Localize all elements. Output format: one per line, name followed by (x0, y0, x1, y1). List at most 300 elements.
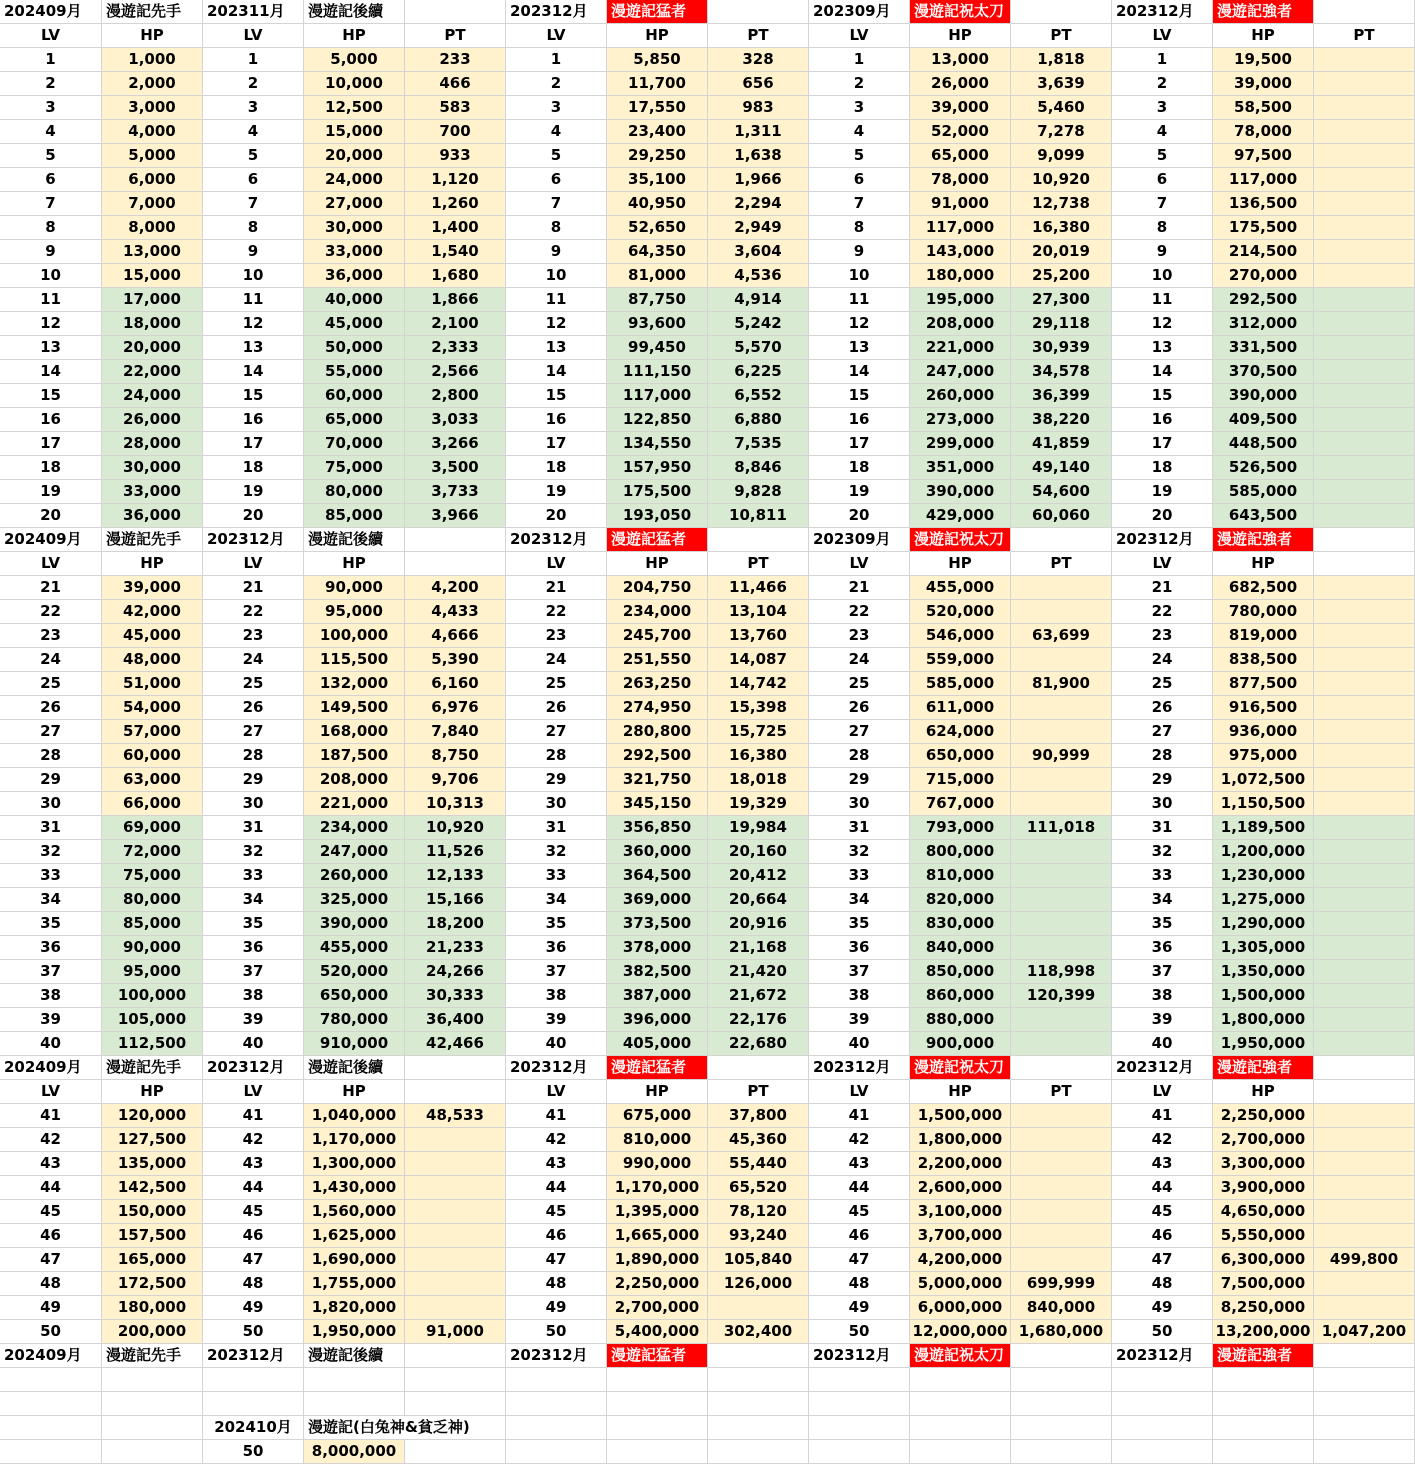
empty-cell[interactable] (304, 1392, 405, 1416)
table-cell-pt-3[interactable]: 4,914 (708, 288, 809, 312)
table-cell-lv-4[interactable]: 1 (809, 48, 910, 72)
table-cell-pt-2[interactable]: 2,566 (405, 360, 506, 384)
column-label-hp-3[interactable]: HP (607, 552, 708, 576)
table-cell-hp-2[interactable]: 187,500 (304, 744, 405, 768)
table-cell-lv-4[interactable]: 24 (809, 648, 910, 672)
table-cell-pt-4[interactable]: 41,859 (1011, 432, 1112, 456)
table-cell-pt-5[interactable] (1314, 1200, 1415, 1224)
table-cell-lv-2[interactable]: 22 (203, 600, 304, 624)
table-cell-hp-3[interactable]: 87,750 (607, 288, 708, 312)
table-cell-hp-1[interactable]: 150,000 (102, 1200, 203, 1224)
empty-cell[interactable] (1213, 1416, 1314, 1440)
table-cell-lv-4[interactable]: 44 (809, 1176, 910, 1200)
table-cell-hp-1[interactable]: 172,500 (102, 1272, 203, 1296)
table-cell-pt-3[interactable]: 1,311 (708, 120, 809, 144)
header-cell-hp-4[interactable]: 漫遊記祝太刀 (910, 528, 1011, 552)
table-cell-lv-4[interactable]: 14 (809, 360, 910, 384)
table-cell-lv-5[interactable]: 40 (1112, 1032, 1213, 1056)
table-cell-pt-5[interactable] (1314, 312, 1415, 336)
table-cell-hp-2[interactable]: 221,000 (304, 792, 405, 816)
table-cell-lv-5[interactable]: 27 (1112, 720, 1213, 744)
table-cell-pt-5[interactable] (1314, 480, 1415, 504)
table-cell-hp-1[interactable]: 157,500 (102, 1224, 203, 1248)
table-cell-hp-4[interactable]: 546,000 (910, 624, 1011, 648)
table-cell-hp-2[interactable]: 149,500 (304, 696, 405, 720)
table-cell-lv-5[interactable]: 28 (1112, 744, 1213, 768)
table-cell-lv-3[interactable]: 11 (506, 288, 607, 312)
table-cell-pt-5[interactable] (1314, 1224, 1415, 1248)
table-cell-hp-3[interactable]: 29,250 (607, 144, 708, 168)
table-cell-lv-4[interactable]: 27 (809, 720, 910, 744)
column-label-lv-4[interactable]: LV (809, 1080, 910, 1104)
table-cell-pt-4[interactable]: 81,900 (1011, 672, 1112, 696)
table-cell-pt-3[interactable]: 1,638 (708, 144, 809, 168)
table-cell-lv-1[interactable]: 49 (0, 1296, 102, 1320)
table-cell-hp-3[interactable]: 5,850 (607, 48, 708, 72)
header-cell-hp-1[interactable]: 漫遊記先手 (102, 528, 203, 552)
table-cell-pt-3[interactable]: 19,329 (708, 792, 809, 816)
table-cell-pt-4[interactable] (1011, 912, 1112, 936)
table-cell-hp-1[interactable]: 165,000 (102, 1248, 203, 1272)
table-cell-hp-2[interactable]: 1,430,000 (304, 1176, 405, 1200)
table-cell-pt-2[interactable]: 7,840 (405, 720, 506, 744)
table-cell-hp-3[interactable]: 378,000 (607, 936, 708, 960)
empty-cell[interactable] (809, 1416, 910, 1440)
table-cell-lv-5[interactable]: 48 (1112, 1272, 1213, 1296)
table-cell-pt-4[interactable]: 1,680,000 (1011, 1320, 1112, 1344)
table-cell-hp-4[interactable]: 2,200,000 (910, 1152, 1011, 1176)
table-cell-lv-4[interactable]: 31 (809, 816, 910, 840)
table-cell-hp-2[interactable]: 12,500 (304, 96, 405, 120)
table-cell-hp-2[interactable]: 85,000 (304, 504, 405, 528)
table-cell-hp-5[interactable]: 916,500 (1213, 696, 1314, 720)
table-cell-hp-3[interactable]: 373,500 (607, 912, 708, 936)
table-cell-hp-5[interactable]: 585,000 (1213, 480, 1314, 504)
empty-cell[interactable] (506, 1392, 607, 1416)
table-cell-pt-4[interactable]: 38,220 (1011, 408, 1112, 432)
header-cell-lv-2[interactable]: 202312月 (203, 528, 304, 552)
table-cell-lv-4[interactable]: 4 (809, 120, 910, 144)
table-cell-lv-2[interactable]: 27 (203, 720, 304, 744)
table-cell-pt-5[interactable] (1314, 504, 1415, 528)
table-cell-pt-4[interactable]: 1,818 (1011, 48, 1112, 72)
table-cell-lv-2[interactable]: 43 (203, 1152, 304, 1176)
table-cell-hp-1[interactable]: 127,500 (102, 1128, 203, 1152)
table-cell-hp-2[interactable]: 325,000 (304, 888, 405, 912)
table-cell-lv-4[interactable]: 7 (809, 192, 910, 216)
header-cell-pt-2[interactable] (405, 0, 506, 24)
table-cell-hp-5[interactable]: 838,500 (1213, 648, 1314, 672)
table-cell-hp-2[interactable]: 1,820,000 (304, 1296, 405, 1320)
table-cell-pt-2[interactable]: 12,133 (405, 864, 506, 888)
column-label-pt-5[interactable] (1314, 1080, 1415, 1104)
header-cell-lv-4[interactable]: 202309月 (809, 528, 910, 552)
table-cell-hp-5[interactable]: 409,500 (1213, 408, 1314, 432)
table-cell-pt-3[interactable]: 21,420 (708, 960, 809, 984)
table-cell-pt-4[interactable] (1011, 888, 1112, 912)
table-cell-hp-5[interactable]: 1,500,000 (1213, 984, 1314, 1008)
table-cell-lv-1[interactable]: 27 (0, 720, 102, 744)
column-label-pt-4[interactable]: PT (1011, 552, 1112, 576)
table-cell-hp-5[interactable]: 643,500 (1213, 504, 1314, 528)
table-cell-lv-3[interactable]: 43 (506, 1152, 607, 1176)
table-cell-pt-4[interactable]: 49,140 (1011, 456, 1112, 480)
empty-cell[interactable] (102, 1392, 203, 1416)
header-cell-lv-4[interactable]: 202309月 (809, 0, 910, 24)
table-cell-hp-1[interactable]: 13,000 (102, 240, 203, 264)
table-cell-hp-3[interactable]: 117,000 (607, 384, 708, 408)
table-cell-pt-5[interactable] (1314, 744, 1415, 768)
table-cell-lv-3[interactable]: 33 (506, 864, 607, 888)
table-cell-lv-2[interactable]: 37 (203, 960, 304, 984)
table-cell-lv-4[interactable]: 46 (809, 1224, 910, 1248)
table-cell-lv-2[interactable]: 34 (203, 888, 304, 912)
table-cell-lv-3[interactable]: 7 (506, 192, 607, 216)
table-cell-lv-3[interactable]: 39 (506, 1008, 607, 1032)
table-cell-hp-2[interactable]: 1,560,000 (304, 1200, 405, 1224)
empty-cell[interactable] (1112, 1368, 1213, 1392)
table-cell-lv-3[interactable]: 32 (506, 840, 607, 864)
table-cell-lv-5[interactable]: 13 (1112, 336, 1213, 360)
table-cell-hp-5[interactable]: 97,500 (1213, 144, 1314, 168)
table-cell-pt-5[interactable] (1314, 288, 1415, 312)
table-cell-lv-3[interactable]: 10 (506, 264, 607, 288)
table-cell-lv-5[interactable]: 4 (1112, 120, 1213, 144)
table-cell-lv-4[interactable]: 32 (809, 840, 910, 864)
table-cell-pt-3[interactable]: 55,440 (708, 1152, 809, 1176)
table-cell-lv-3[interactable]: 14 (506, 360, 607, 384)
table-cell-lv-5[interactable]: 23 (1112, 624, 1213, 648)
column-label-pt-2[interactable] (405, 552, 506, 576)
table-cell-hp-5[interactable]: 5,550,000 (1213, 1224, 1314, 1248)
table-cell-hp-4[interactable]: 4,200,000 (910, 1248, 1011, 1272)
header-cell-lv-1[interactable]: 202409月 (0, 1056, 102, 1080)
table-cell-hp-2[interactable]: 1,950,000 (304, 1320, 405, 1344)
table-cell-hp-4[interactable]: 520,000 (910, 600, 1011, 624)
table-cell-hp-5[interactable]: 331,500 (1213, 336, 1314, 360)
column-label-lv-1[interactable]: LV (0, 1080, 102, 1104)
footer-header-cell-hp-4[interactable]: 漫遊記祝太刀 (910, 1344, 1011, 1368)
table-cell-pt-2[interactable]: 700 (405, 120, 506, 144)
header-cell-lv-2[interactable]: 202312月 (203, 1056, 304, 1080)
table-cell-pt-3[interactable]: 4,536 (708, 264, 809, 288)
column-label-lv-1[interactable]: LV (0, 552, 102, 576)
table-cell-lv-1[interactable]: 41 (0, 1104, 102, 1128)
table-cell-lv-1[interactable]: 34 (0, 888, 102, 912)
table-cell-lv-4[interactable]: 12 (809, 312, 910, 336)
table-cell-lv-1[interactable]: 29 (0, 768, 102, 792)
table-cell-lv-3[interactable]: 28 (506, 744, 607, 768)
header-cell-pt-5[interactable] (1314, 528, 1415, 552)
table-cell-pt-2[interactable] (405, 1248, 506, 1272)
table-cell-lv-5[interactable]: 6 (1112, 168, 1213, 192)
table-cell-hp-4[interactable]: 800,000 (910, 840, 1011, 864)
table-cell-pt-2[interactable]: 466 (405, 72, 506, 96)
column-label-lv-5[interactable]: LV (1112, 552, 1213, 576)
table-cell-pt-3[interactable]: 13,760 (708, 624, 809, 648)
table-cell-lv-3[interactable]: 40 (506, 1032, 607, 1056)
table-cell-hp-4[interactable]: 26,000 (910, 72, 1011, 96)
column-label-lv-4[interactable]: LV (809, 24, 910, 48)
table-cell-lv-5[interactable]: 33 (1112, 864, 1213, 888)
table-cell-lv-3[interactable]: 30 (506, 792, 607, 816)
table-cell-lv-2[interactable]: 9 (203, 240, 304, 264)
table-cell-pt-3[interactable]: 93,240 (708, 1224, 809, 1248)
header-cell-hp-5[interactable]: 漫遊記強者 (1213, 0, 1314, 24)
table-cell-hp-5[interactable]: 1,189,500 (1213, 816, 1314, 840)
table-cell-hp-5[interactable]: 7,500,000 (1213, 1272, 1314, 1296)
table-cell-lv-5[interactable]: 17 (1112, 432, 1213, 456)
table-cell-lv-5[interactable]: 12 (1112, 312, 1213, 336)
table-cell-hp-1[interactable]: 48,000 (102, 648, 203, 672)
table-cell-pt-5[interactable] (1314, 672, 1415, 696)
table-cell-pt-4[interactable]: 34,578 (1011, 360, 1112, 384)
table-cell-pt-3[interactable]: 19,984 (708, 816, 809, 840)
table-cell-hp-2[interactable]: 15,000 (304, 120, 405, 144)
table-cell-lv-1[interactable]: 42 (0, 1128, 102, 1152)
table-cell-hp-4[interactable]: 78,000 (910, 168, 1011, 192)
table-cell-lv-4[interactable]: 45 (809, 1200, 910, 1224)
table-cell-lv-1[interactable]: 45 (0, 1200, 102, 1224)
header-cell-hp-2[interactable]: 漫遊記後續 (304, 0, 405, 24)
table-cell-lv-2[interactable]: 36 (203, 936, 304, 960)
table-cell-hp-1[interactable]: 54,000 (102, 696, 203, 720)
column-label-hp-2[interactable]: HP (304, 552, 405, 576)
table-cell-pt-4[interactable] (1011, 648, 1112, 672)
table-cell-hp-5[interactable]: 19,500 (1213, 48, 1314, 72)
table-cell-hp-2[interactable]: 247,000 (304, 840, 405, 864)
table-cell-hp-1[interactable]: 120,000 (102, 1104, 203, 1128)
table-cell-pt-2[interactable]: 1,120 (405, 168, 506, 192)
table-cell-lv-3[interactable]: 31 (506, 816, 607, 840)
table-cell-lv-2[interactable]: 1 (203, 48, 304, 72)
empty-cell[interactable] (910, 1416, 1011, 1440)
table-cell-lv-2[interactable]: 13 (203, 336, 304, 360)
table-cell-pt-5[interactable] (1314, 192, 1415, 216)
table-cell-lv-4[interactable]: 36 (809, 936, 910, 960)
table-cell-hp-2[interactable]: 650,000 (304, 984, 405, 1008)
table-cell-hp-2[interactable]: 1,170,000 (304, 1128, 405, 1152)
table-cell-hp-2[interactable]: 40,000 (304, 288, 405, 312)
table-cell-pt-5[interactable] (1314, 360, 1415, 384)
table-cell-lv-1[interactable]: 14 (0, 360, 102, 384)
table-cell-hp-4[interactable]: 6,000,000 (910, 1296, 1011, 1320)
column-label-pt-3[interactable]: PT (708, 24, 809, 48)
table-cell-hp-2[interactable]: 27,000 (304, 192, 405, 216)
table-cell-hp-1[interactable]: 142,500 (102, 1176, 203, 1200)
table-cell-lv-5[interactable]: 47 (1112, 1248, 1213, 1272)
table-cell-pt-5[interactable] (1314, 1008, 1415, 1032)
empty-cell[interactable] (304, 1368, 405, 1392)
table-cell-lv-4[interactable]: 26 (809, 696, 910, 720)
table-cell-hp-5[interactable]: 1,200,000 (1213, 840, 1314, 864)
table-cell-hp-1[interactable]: 51,000 (102, 672, 203, 696)
header-cell-hp-1[interactable]: 漫遊記先手 (102, 1056, 203, 1080)
table-cell-lv-1[interactable]: 9 (0, 240, 102, 264)
header-cell-lv-4[interactable]: 202312月 (809, 1056, 910, 1080)
empty-cell[interactable] (102, 1440, 203, 1464)
table-cell-lv-5[interactable]: 18 (1112, 456, 1213, 480)
table-cell-pt-3[interactable]: 6,552 (708, 384, 809, 408)
table-cell-pt-5[interactable] (1314, 624, 1415, 648)
table-cell-pt-3[interactable]: 328 (708, 48, 809, 72)
table-cell-lv-4[interactable]: 6 (809, 168, 910, 192)
table-cell-pt-3[interactable] (708, 1296, 809, 1320)
table-cell-lv-3[interactable]: 18 (506, 456, 607, 480)
table-cell-hp-1[interactable]: 8,000 (102, 216, 203, 240)
table-cell-hp-5[interactable]: 1,290,000 (1213, 912, 1314, 936)
column-label-hp-4[interactable]: HP (910, 552, 1011, 576)
table-cell-lv-5[interactable]: 37 (1112, 960, 1213, 984)
table-cell-lv-5[interactable]: 3 (1112, 96, 1213, 120)
table-cell-lv-2[interactable]: 28 (203, 744, 304, 768)
footer-header-cell-hp-3[interactable]: 漫遊記猛者 (607, 1344, 708, 1368)
table-cell-pt-4[interactable]: 30,939 (1011, 336, 1112, 360)
table-cell-hp-4[interactable]: 820,000 (910, 888, 1011, 912)
table-cell-hp-4[interactable]: 793,000 (910, 816, 1011, 840)
table-cell-lv-4[interactable]: 37 (809, 960, 910, 984)
table-cell-hp-4[interactable]: 850,000 (910, 960, 1011, 984)
table-cell-pt-2[interactable]: 24,266 (405, 960, 506, 984)
column-label-hp-5[interactable]: HP (1213, 552, 1314, 576)
table-cell-hp-4[interactable]: 3,100,000 (910, 1200, 1011, 1224)
table-cell-pt-2[interactable]: 3,033 (405, 408, 506, 432)
table-cell-pt-5[interactable]: 499,800 (1314, 1248, 1415, 1272)
table-cell-pt-5[interactable] (1314, 456, 1415, 480)
table-cell-lv-5[interactable]: 1 (1112, 48, 1213, 72)
table-cell-hp-2[interactable]: 115,500 (304, 648, 405, 672)
table-cell-hp-3[interactable]: 263,250 (607, 672, 708, 696)
table-cell-hp-1[interactable]: 57,000 (102, 720, 203, 744)
table-cell-lv-5[interactable]: 9 (1112, 240, 1213, 264)
empty-cell[interactable] (1213, 1440, 1314, 1464)
table-cell-pt-3[interactable]: 14,087 (708, 648, 809, 672)
footer-header-cell-lv-4[interactable]: 202312月 (809, 1344, 910, 1368)
table-cell-pt-5[interactable] (1314, 576, 1415, 600)
empty-cell[interactable] (1011, 1368, 1112, 1392)
table-cell-pt-2[interactable]: 10,313 (405, 792, 506, 816)
column-label-pt-3[interactable]: PT (708, 552, 809, 576)
table-cell-lv-2[interactable]: 48 (203, 1272, 304, 1296)
table-cell-hp-3[interactable]: 64,350 (607, 240, 708, 264)
table-cell-lv-1[interactable]: 32 (0, 840, 102, 864)
empty-cell[interactable] (607, 1440, 708, 1464)
table-cell-lv-1[interactable]: 26 (0, 696, 102, 720)
table-cell-pt-3[interactable]: 2,294 (708, 192, 809, 216)
table-cell-pt-4[interactable]: 60,060 (1011, 504, 1112, 528)
table-cell-pt-4[interactable]: 3,639 (1011, 72, 1112, 96)
table-cell-pt-4[interactable] (1011, 768, 1112, 792)
table-cell-lv-5[interactable]: 10 (1112, 264, 1213, 288)
table-cell-pt-2[interactable]: 15,166 (405, 888, 506, 912)
footer-header-cell-pt-5[interactable] (1314, 1344, 1415, 1368)
table-cell-pt-5[interactable] (1314, 1032, 1415, 1056)
table-cell-lv-1[interactable]: 10 (0, 264, 102, 288)
table-cell-lv-1[interactable]: 15 (0, 384, 102, 408)
table-cell-lv-3[interactable]: 9 (506, 240, 607, 264)
table-cell-hp-4[interactable]: 830,000 (910, 912, 1011, 936)
table-cell-lv-3[interactable]: 23 (506, 624, 607, 648)
table-cell-hp-1[interactable]: 17,000 (102, 288, 203, 312)
empty-cell[interactable] (102, 1416, 203, 1440)
table-cell-lv-2[interactable]: 30 (203, 792, 304, 816)
empty-cell[interactable] (0, 1440, 102, 1464)
table-cell-hp-1[interactable]: 63,000 (102, 768, 203, 792)
table-cell-lv-2[interactable]: 4 (203, 120, 304, 144)
table-cell-pt-3[interactable]: 11,466 (708, 576, 809, 600)
table-cell-hp-3[interactable]: 5,400,000 (607, 1320, 708, 1344)
table-cell-lv-2[interactable]: 29 (203, 768, 304, 792)
table-cell-lv-4[interactable]: 41 (809, 1104, 910, 1128)
table-cell-lv-4[interactable]: 8 (809, 216, 910, 240)
table-cell-hp-4[interactable]: 12,000,000 (910, 1320, 1011, 1344)
table-cell-pt-3[interactable]: 6,880 (708, 408, 809, 432)
table-cell-hp-2[interactable]: 65,000 (304, 408, 405, 432)
table-cell-hp-2[interactable]: 5,000 (304, 48, 405, 72)
table-cell-lv-5[interactable]: 32 (1112, 840, 1213, 864)
table-cell-lv-1[interactable]: 23 (0, 624, 102, 648)
table-cell-hp-3[interactable]: 292,500 (607, 744, 708, 768)
table-cell-lv-5[interactable]: 20 (1112, 504, 1213, 528)
table-cell-pt-2[interactable] (405, 1224, 506, 1248)
table-cell-lv-3[interactable]: 50 (506, 1320, 607, 1344)
empty-cell[interactable] (506, 1416, 607, 1440)
table-cell-hp-1[interactable]: 2,000 (102, 72, 203, 96)
table-cell-pt-5[interactable] (1314, 1128, 1415, 1152)
table-cell-pt-5[interactable] (1314, 792, 1415, 816)
table-cell-lv-5[interactable]: 19 (1112, 480, 1213, 504)
table-cell-lv-2[interactable]: 2 (203, 72, 304, 96)
table-cell-hp-3[interactable]: 52,650 (607, 216, 708, 240)
table-cell-lv-1[interactable]: 12 (0, 312, 102, 336)
table-cell-pt-4[interactable]: 63,699 (1011, 624, 1112, 648)
table-cell-pt-4[interactable] (1011, 576, 1112, 600)
table-cell-lv-1[interactable]: 2 (0, 72, 102, 96)
table-cell-lv-1[interactable]: 47 (0, 1248, 102, 1272)
table-cell-hp-5[interactable]: 780,000 (1213, 600, 1314, 624)
table-cell-lv-4[interactable]: 48 (809, 1272, 910, 1296)
table-cell-hp-3[interactable]: 2,250,000 (607, 1272, 708, 1296)
table-cell-hp-5[interactable]: 2,250,000 (1213, 1104, 1314, 1128)
table-cell-lv-2[interactable]: 32 (203, 840, 304, 864)
table-cell-hp-5[interactable]: 39,000 (1213, 72, 1314, 96)
table-cell-hp-1[interactable]: 180,000 (102, 1296, 203, 1320)
table-cell-pt-3[interactable]: 15,398 (708, 696, 809, 720)
table-cell-hp-2[interactable]: 60,000 (304, 384, 405, 408)
column-label-hp-2[interactable]: HP (304, 1080, 405, 1104)
table-cell-pt-5[interactable] (1314, 888, 1415, 912)
table-cell-hp-2[interactable]: 100,000 (304, 624, 405, 648)
table-cell-lv-3[interactable]: 41 (506, 1104, 607, 1128)
table-cell-hp-3[interactable]: 280,800 (607, 720, 708, 744)
table-cell-hp-4[interactable]: 585,000 (910, 672, 1011, 696)
table-cell-lv-4[interactable]: 13 (809, 336, 910, 360)
column-label-pt-4[interactable]: PT (1011, 24, 1112, 48)
table-cell-lv-1[interactable]: 36 (0, 936, 102, 960)
table-cell-hp-3[interactable]: 251,550 (607, 648, 708, 672)
table-cell-hp-5[interactable]: 214,500 (1213, 240, 1314, 264)
table-cell-hp-2[interactable]: 10,000 (304, 72, 405, 96)
table-cell-hp-5[interactable]: 292,500 (1213, 288, 1314, 312)
header-cell-hp-2[interactable]: 漫遊記後續 (304, 528, 405, 552)
table-cell-pt-2[interactable]: 48,533 (405, 1104, 506, 1128)
header-cell-pt-4[interactable] (1011, 0, 1112, 24)
table-cell-hp-3[interactable]: 369,000 (607, 888, 708, 912)
table-cell-lv-4[interactable]: 29 (809, 768, 910, 792)
table-cell-pt-5[interactable] (1314, 936, 1415, 960)
table-cell-lv-4[interactable]: 49 (809, 1296, 910, 1320)
table-cell-lv-4[interactable]: 15 (809, 384, 910, 408)
